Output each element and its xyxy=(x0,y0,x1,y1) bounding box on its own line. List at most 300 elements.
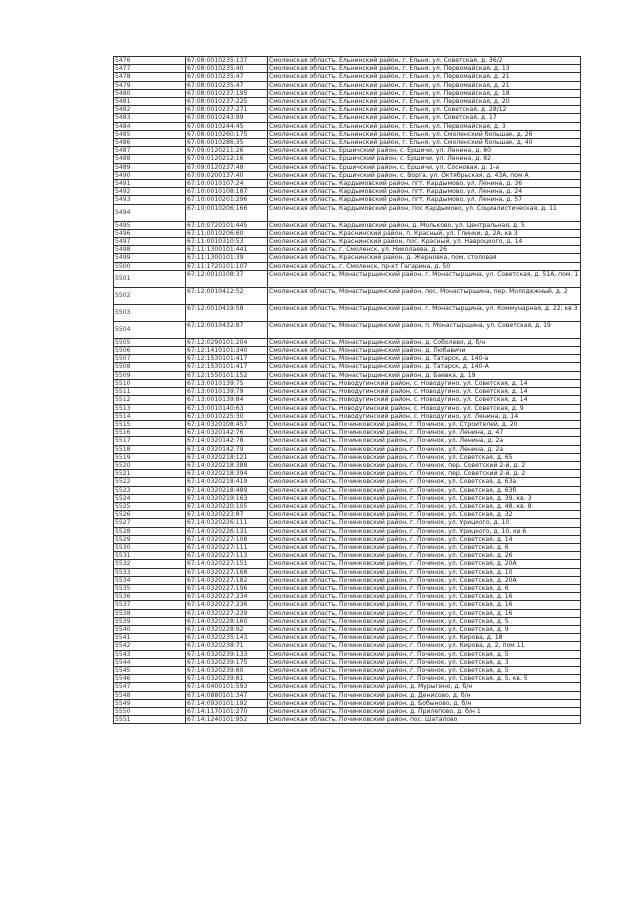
row-number-cell: 5512 xyxy=(114,396,186,404)
address-cell: Смоленская область, Починковский район, г. Починок, ул. Советская, д. 6 xyxy=(268,584,581,592)
cadastral-number-cell: 67:12:1530101:417 xyxy=(186,363,268,371)
table-row xyxy=(114,617,581,625)
table-row xyxy=(114,371,581,379)
row-number-cell: 5531 xyxy=(114,552,186,560)
table-row xyxy=(114,98,581,106)
address-cell: Смоленская область, Починковский район, г. Починок, ул. Кирова, д. 18 xyxy=(268,634,581,642)
address-cell: Смоленская область, Починковский район, г. Починок, ул. Советская, д. 9 xyxy=(268,625,581,633)
address-cell: Смоленская область, Новодугинский район, с. Новодугино, ул. Советская, д. 9 xyxy=(268,404,581,412)
cadastral-number-cell: 67:11:1300101:441 xyxy=(186,246,268,254)
row-number-cell: 5529 xyxy=(114,535,186,543)
table-row xyxy=(114,73,581,81)
cadastral-number-cell: 67:14:0320142:79 xyxy=(186,445,268,453)
table-row xyxy=(114,287,581,304)
address-cell: Смоленская область, Починковский район, г. Починок, ул. Советская, д. 16 xyxy=(268,593,581,601)
cadastral-number-cell: 67:08:0010237:271 xyxy=(186,106,268,114)
row-number-cell: 5477 xyxy=(114,65,186,73)
address-cell: Смоленская область, Ельнинский район, г. Ельня, ул. Смоленский большак, д. 26 xyxy=(268,130,581,138)
address-cell: Смоленская область, Починковский район, г. Починок, пер. Советский 2-й, д. 2 xyxy=(268,461,581,469)
row-number-cell: 5490 xyxy=(114,171,186,179)
row-number-cell: 5491 xyxy=(114,180,186,188)
address-cell: Смоленская область, Починковский район, г. Починок, ул. Советская, д. 5, кв. 5 xyxy=(268,675,581,683)
table-row xyxy=(114,642,581,650)
table-row xyxy=(114,363,581,371)
address-cell: Смоленская область, Монастырщинский район, г. Монастырщина, ул. Советская, д. 51А, пом. 1 xyxy=(268,270,581,287)
registry-rows xyxy=(114,57,581,724)
address-cell: Смоленская область, Починковский район, г. Починок, ул. Ленина, д. 2а xyxy=(268,437,581,445)
address-cell: Смоленская область, Новодугинский район, с. Новодугино, ул. Советская, д. 14 xyxy=(268,379,581,387)
cadastral-number-cell: 67:14:0320227:239 xyxy=(186,609,268,617)
address-cell: Смоленская область, Ельнинский район, г. Ельня, ул. Первомайская, д. 21 xyxy=(268,73,581,81)
registry-table xyxy=(113,56,581,724)
cadastral-number-cell: 67:14:0320226:131 xyxy=(186,527,268,535)
table-row xyxy=(114,57,581,65)
cadastral-number-cell: 67:14:1170101:270 xyxy=(186,708,268,716)
table-row xyxy=(114,238,581,246)
row-number-cell: 5500 xyxy=(114,262,186,270)
address-cell: Смоленская область, Починковский район, г. Починок, ул. Советская, д. 63б xyxy=(268,486,581,494)
table-row xyxy=(114,478,581,486)
address-cell: Смоленская область, Ершичский район, с. Ворга, ул. Октябрьская, д. 43А, пом А xyxy=(268,171,581,179)
address-cell: Смоленская область, Починковский район, г. Починок, ул. Советская, д. 63а xyxy=(268,478,581,486)
address-cell: Смоленская область, Починковский район, г. Починок, ул. Советская, д. 65 xyxy=(268,453,581,461)
address-cell: Смоленская область, Починковский район, г. Починок, ул. Советская, д. 5 xyxy=(268,650,581,658)
address-cell: Смоленская область, Починковский район, г. Починок, ул. Советская, д. 14 xyxy=(268,535,581,543)
row-number-cell: 5526 xyxy=(114,511,186,519)
table-row xyxy=(114,270,581,287)
address-cell: Смоленская область, Ельнинский район, г. Ельня, ул. Первомайская, д. 20 xyxy=(268,98,581,106)
table-row xyxy=(114,106,581,114)
row-number-cell: 5496 xyxy=(114,229,186,237)
row-number-cell: 5544 xyxy=(114,658,186,666)
row-number-cell: 5539 xyxy=(114,617,186,625)
address-cell: Смоленская область, Починковский район, г. Починок, ул. Кирова, д. 2, пом 11 xyxy=(268,642,581,650)
cadastral-number-cell: 67:14:0320227:108 xyxy=(186,535,268,543)
row-number-cell: 5536 xyxy=(114,593,186,601)
row-number-cell: 5521 xyxy=(114,470,186,478)
address-cell: Смоленская область, Починковский район, г. Починок, ул. Советская, д. 6 xyxy=(268,543,581,551)
table-row xyxy=(114,246,581,254)
cadastral-number-cell: 67:08:0010235:40 xyxy=(186,65,268,73)
table-row xyxy=(114,304,581,321)
row-number-cell: 5509 xyxy=(114,371,186,379)
cadastral-number-cell: 67:14:0320239:133 xyxy=(186,650,268,658)
table-row xyxy=(114,321,581,338)
table-row xyxy=(114,404,581,412)
cadastral-number-cell: 67:14:0320227:168 xyxy=(186,568,268,576)
row-number-cell: 5495 xyxy=(114,221,186,229)
cadastral-number-cell: 67:11:0010206:60 xyxy=(186,229,268,237)
table-row xyxy=(114,420,581,428)
address-cell: Смоленская область, Ершичский район, с. Ершичи, ул. Сосновая, д. 1-а xyxy=(268,163,581,171)
cadastral-number-cell: 67:14:0320227:236 xyxy=(186,601,268,609)
table-row xyxy=(114,658,581,666)
table-row xyxy=(114,511,581,519)
address-cell: Смоленская область, Ельнинский район, г. Ельня, ул. Смоленский большак, д. 40 xyxy=(268,139,581,147)
address-cell: Смоленская область, Ельнинский район, г. Ельня, ул. Первомайская, д. 21 xyxy=(268,81,581,89)
table-row xyxy=(114,388,581,396)
address-cell: Смоленская область, Починковский район, г. Починок, ул. Советская, д. 3 xyxy=(268,658,581,666)
cadastral-number-cell: 67:14:0320218:419 xyxy=(186,478,268,486)
table-row xyxy=(114,196,581,204)
address-cell: Смоленская область, Монастырщинский район, д. Баевка, д. 19 xyxy=(268,371,581,379)
table-row xyxy=(114,355,581,363)
row-number-cell: 5519 xyxy=(114,453,186,461)
address-cell: Смоленская область, г. Смоленск, пр-кт Гагарина, д. 50 xyxy=(268,262,581,270)
table-row xyxy=(114,229,581,237)
row-number-cell: 5524 xyxy=(114,494,186,502)
table-row xyxy=(114,683,581,691)
cadastral-number-cell: 67:14:0320142:76 xyxy=(186,429,268,437)
row-number-cell: 5549 xyxy=(114,699,186,707)
row-number-cell: 5510 xyxy=(114,379,186,387)
row-number-cell: 5551 xyxy=(114,716,186,724)
table-row xyxy=(114,552,581,560)
cadastral-number-cell: 67:11:1300101:39 xyxy=(186,254,268,262)
cadastral-number-cell: 67:11:0010310:53 xyxy=(186,238,268,246)
table-row xyxy=(114,188,581,196)
table-row xyxy=(114,338,581,346)
address-cell: Смоленская область, Починковский район, д. Мурыгино, д. б/н xyxy=(268,683,581,691)
table-row xyxy=(114,461,581,469)
row-number-cell: 5486 xyxy=(114,139,186,147)
row-number-cell: 5538 xyxy=(114,609,186,617)
row-number-cell: 5523 xyxy=(114,486,186,494)
table-row xyxy=(114,568,581,576)
cadastral-number-cell: 67:14:0320219:163 xyxy=(186,494,268,502)
cadastral-number-cell: 67:08:0010235:47 xyxy=(186,81,268,89)
cadastral-number-cell: 67:14:0320227:182 xyxy=(186,576,268,584)
cadastral-number-cell: 67:14:0320218:489 xyxy=(186,486,268,494)
address-cell: Смоленская область, Ельнинский район, г. Ельня, ул. Советская, д. 17 xyxy=(268,114,581,122)
table-row xyxy=(114,81,581,89)
row-number-cell: 5478 xyxy=(114,73,186,81)
row-number-cell: 5534 xyxy=(114,576,186,584)
address-cell: Смоленская область, Ельнинский район, г. Ельня, ул. Советская, д. 28/12 xyxy=(268,106,581,114)
cadastral-number-cell: 67:13:0010225:30 xyxy=(186,412,268,420)
cadastral-number-cell: 67:12:0010412:52 xyxy=(186,287,268,304)
row-number-cell: 5489 xyxy=(114,163,186,171)
table-row xyxy=(114,535,581,543)
row-number-cell: 5535 xyxy=(114,584,186,592)
table-row xyxy=(114,716,581,724)
address-cell: Смоленская область, Починковский район, пос. Шаталово xyxy=(268,716,581,724)
cadastral-number-cell: 67:13:0010139:84 xyxy=(186,396,268,404)
table-row xyxy=(114,130,581,138)
row-number-cell: 5480 xyxy=(114,89,186,97)
address-cell: Смоленская область, Ершичский район, с. Ершичи, ул. Ленина, д. 80 xyxy=(268,147,581,155)
row-number-cell: 5494 xyxy=(114,204,186,221)
address-cell: Смоленская область, Починковский район, г. Починок, ул. Советская, д. 20А xyxy=(268,576,581,584)
row-number-cell: 5520 xyxy=(114,461,186,469)
row-number-cell: 5530 xyxy=(114,543,186,551)
cadastral-number-cell: 67:14:0930101:192 xyxy=(186,699,268,707)
cadastral-number-cell: 67:14:0320227:113 xyxy=(186,552,268,560)
table-row xyxy=(114,254,581,262)
address-cell: Смоленская область, Монастырщинский район, г. Монастырщина, ул. Коммунарная, д. 22, кв 3 xyxy=(268,304,581,321)
cadastral-number-cell: 67:08:0010243:99 xyxy=(186,114,268,122)
cadastral-number-cell: 67:12:1410101:340 xyxy=(186,347,268,355)
cadastral-number-cell: 67:14:0320228:92 xyxy=(186,625,268,633)
cadastral-number-cell: 67:14:1240101:952 xyxy=(186,716,268,724)
table-row xyxy=(114,204,581,221)
address-cell: Смоленская область, Новодугинский район, с. Новодугино, ул. Советская, д. 14 xyxy=(268,396,581,404)
cadastral-number-cell: 67:10:0010108:187 xyxy=(186,188,268,196)
table-row xyxy=(114,396,581,404)
address-cell: Смоленская область, Починковский район, г. Починок, ул. Советская, д. 39, кв. 3 xyxy=(268,494,581,502)
table-row xyxy=(114,527,581,535)
registry-sheet xyxy=(113,56,580,724)
cadastral-number-cell: 67:14:0320239:81 xyxy=(186,675,268,683)
row-number-cell: 5503 xyxy=(114,304,186,321)
table-row xyxy=(114,634,581,642)
address-cell: Смоленская область, Починковский район, г. Починок, ул. Советская, д. 5 xyxy=(268,617,581,625)
row-number-cell: 5514 xyxy=(114,412,186,420)
address-cell: Смоленская область, Кардымовский район, д. Мольково, ул. Центральная, д. 5 xyxy=(268,221,581,229)
row-number-cell: 5483 xyxy=(114,114,186,122)
row-number-cell: 5482 xyxy=(114,106,186,114)
row-number-cell: 5506 xyxy=(114,347,186,355)
cadastral-number-cell: 67:14:0320218:121 xyxy=(186,453,268,461)
table-row xyxy=(114,379,581,387)
address-cell: Смоленская область, Починковский район, г. Починок, ул. Советская, д. 16 xyxy=(268,601,581,609)
cadastral-number-cell: 67:14:0320235:143 xyxy=(186,634,268,642)
address-cell: Смоленская область, Починковский район, г. Починок, ул. Советская, д. 5 xyxy=(268,667,581,675)
address-cell: Смоленская область, Починковский район, д. Денисово, д. б/н xyxy=(268,691,581,699)
table-row xyxy=(114,429,581,437)
row-number-cell: 5488 xyxy=(114,155,186,163)
address-cell: Смоленская область, Починковский район, г. Починок, ул. Советская, д. 20А xyxy=(268,560,581,568)
cadastral-number-cell: 67:14:0320227:151 xyxy=(186,560,268,568)
table-row xyxy=(114,699,581,707)
table-row xyxy=(114,650,581,658)
cadastral-number-cell: 67:14:0320223:87 xyxy=(186,511,268,519)
row-number-cell: 5504 xyxy=(114,321,186,338)
cadastral-number-cell: 67:14:0320218:388 xyxy=(186,461,268,469)
table-row xyxy=(114,625,581,633)
table-row xyxy=(114,691,581,699)
table-row xyxy=(114,445,581,453)
cadastral-number-cell: 67:14:0320227:111 xyxy=(186,543,268,551)
cadastral-number-cell: 67:14:0320108:457 xyxy=(186,420,268,428)
row-number-cell: 5545 xyxy=(114,667,186,675)
cadastral-number-cell: 67:13:0010139:75 xyxy=(186,379,268,387)
table-row xyxy=(114,601,581,609)
row-number-cell: 5505 xyxy=(114,338,186,346)
address-cell: Смоленская область, Ельнинский район, г. Ельня, ул. Советская, д. 36/2 xyxy=(268,57,581,65)
cadastral-number-cell: 67:14:0320238:71 xyxy=(186,642,268,650)
cadastral-number-cell: 67:10:0010201:296 xyxy=(186,196,268,204)
row-number-cell: 5515 xyxy=(114,420,186,428)
address-cell: Смоленская область, Кардымовский район, пгт. Кардымово, ул. Ленина, д. 24 xyxy=(268,188,581,196)
row-number-cell: 5493 xyxy=(114,196,186,204)
table-row xyxy=(114,519,581,527)
row-number-cell: 5518 xyxy=(114,445,186,453)
address-cell: Смоленская область, Краснинский район, пос. Красный, ул. Навроцкого, д. 14 xyxy=(268,238,581,246)
table-row xyxy=(114,163,581,171)
cadastral-number-cell: 67:08:0010237:225 xyxy=(186,98,268,106)
cadastral-number-cell: 67:10:0010206:166 xyxy=(186,204,268,221)
cadastral-number-cell: 67:08:0010235:137 xyxy=(186,57,268,65)
cadastral-number-cell: 67:14:0320227:234 xyxy=(186,593,268,601)
cadastral-number-cell: 67:10:0010107:24 xyxy=(186,180,268,188)
row-number-cell: 5516 xyxy=(114,429,186,437)
address-cell: Смоленская область, Монастырщинский район, п. Монастырщина, ул. Советская, д. 19 xyxy=(268,321,581,338)
row-number-cell: 5522 xyxy=(114,478,186,486)
cadastral-number-cell: 67:14:0320226:111 xyxy=(186,519,268,527)
row-number-cell: 5532 xyxy=(114,560,186,568)
address-cell: Смоленская область, Починковский район, г. Починок, ул. Ленина, д. 2а xyxy=(268,445,581,453)
address-cell: Смоленская область, Монастырщинский район, д. Татарск, д. 140-А xyxy=(268,363,581,371)
row-number-cell: 5525 xyxy=(114,502,186,510)
address-cell: Смоленская область, Новодугинский район, с. Новодугино, ул. Ленина, д. 14 xyxy=(268,412,581,420)
row-number-cell: 5481 xyxy=(114,98,186,106)
cadastral-number-cell: 67:14:0320218:394 xyxy=(186,470,268,478)
address-cell: Смоленская область, Починковский район, г. Починок, ул. Урицкого, д. 10 xyxy=(268,519,581,527)
cadastral-number-cell: 67:12:1550101:152 xyxy=(186,371,268,379)
cadastral-number-cell: 67:14:0320228:160 xyxy=(186,617,268,625)
table-row xyxy=(114,180,581,188)
cadastral-number-cell: 67:14:0880101:347 xyxy=(186,691,268,699)
row-number-cell: 5484 xyxy=(114,122,186,130)
address-cell: Смоленская область, Починковский район, г. Починок, ул. Советская, д. 16 xyxy=(268,609,581,617)
address-cell: Смоленская область, Починковский район, г. Починок, ул. Советская, д. 48, кв. 8 xyxy=(268,502,581,510)
row-number-cell: 5548 xyxy=(114,691,186,699)
row-number-cell: 5542 xyxy=(114,642,186,650)
row-number-cell: 5507 xyxy=(114,355,186,363)
row-number-cell: 5487 xyxy=(114,147,186,155)
table-row xyxy=(114,609,581,617)
row-number-cell: 5497 xyxy=(114,238,186,246)
table-row xyxy=(114,155,581,163)
table-row xyxy=(114,347,581,355)
row-number-cell: 5540 xyxy=(114,625,186,633)
address-cell: Смоленская область, Починковский район, г. Починок, ул. Советская, д. 26 xyxy=(268,552,581,560)
cadastral-number-cell: 67:13:0010139:79 xyxy=(186,388,268,396)
row-number-cell: 5492 xyxy=(114,188,186,196)
cadastral-number-cell: 67:09:0120211:26 xyxy=(186,147,268,155)
address-cell: Смоленская область, г. Смоленск, ул. Николаева, д. 26 xyxy=(268,246,581,254)
row-number-cell: 5479 xyxy=(114,81,186,89)
table-row xyxy=(114,139,581,147)
table-row xyxy=(114,171,581,179)
address-cell: Смоленская область, Починковский район, г. Починок, ул. Советская, д. 10 xyxy=(268,568,581,576)
row-number-cell: 5541 xyxy=(114,634,186,642)
table-row xyxy=(114,114,581,122)
table-row xyxy=(114,486,581,494)
table-row xyxy=(114,453,581,461)
cadastral-number-cell: 67:08:0010235:47 xyxy=(186,73,268,81)
table-row xyxy=(114,584,581,592)
row-number-cell: 5527 xyxy=(114,519,186,527)
table-row xyxy=(114,412,581,420)
table-row xyxy=(114,262,581,270)
table-row xyxy=(114,502,581,510)
row-number-cell: 5508 xyxy=(114,363,186,371)
table-row xyxy=(114,675,581,683)
cadastral-number-cell: 67:08:0010286:35 xyxy=(186,139,268,147)
cadastral-number-cell: 67:12:0010108:37 xyxy=(186,270,268,287)
table-row xyxy=(114,593,581,601)
cadastral-number-cell: 67:12:0290101:204 xyxy=(186,338,268,346)
table-row xyxy=(114,543,581,551)
row-number-cell: 5546 xyxy=(114,675,186,683)
table-row xyxy=(114,494,581,502)
address-cell: Смоленская область, Починковский район, г. Починок, ул. Ленина, д. 47 xyxy=(268,429,581,437)
cadastral-number-cell: 67:14:0320142:78 xyxy=(186,437,268,445)
address-cell: Смоленская область, Кардымовский район, пос Кардымово, ул. Социалистическая, д. 11 xyxy=(268,204,581,221)
row-number-cell: 5533 xyxy=(114,568,186,576)
address-cell: Смоленская область, Ельнинский район, г. Ельня, ул. Первомайская, д. 13 xyxy=(268,65,581,73)
cadastral-number-cell: 67:08:0010244:45 xyxy=(186,122,268,130)
row-number-cell: 5547 xyxy=(114,683,186,691)
row-number-cell: 5502 xyxy=(114,287,186,304)
row-number-cell: 5476 xyxy=(114,57,186,65)
cadastral-number-cell: 67:12:0010419:58 xyxy=(186,304,268,321)
address-cell: Смоленская область, Починковский район, г. Починок, ул. Строителей, д. 20 xyxy=(268,420,581,428)
row-number-cell: 5550 xyxy=(114,708,186,716)
row-number-cell: 5537 xyxy=(114,601,186,609)
row-number-cell: 5501 xyxy=(114,270,186,287)
address-cell: Смоленская область, Монастырщинский район, пос. Монастырщина, пер. Молодежный, д. 2 xyxy=(268,287,581,304)
address-cell: Смоленская область, Починковский район, д. Бобыново, д. б/н xyxy=(268,699,581,707)
table-row xyxy=(114,560,581,568)
address-cell: Смоленская область, Ельнинский район, г. Ельня, ул. Первомайская, д. 3 xyxy=(268,122,581,130)
cadastral-number-cell: 67:12:0010432:87 xyxy=(186,321,268,338)
address-cell: Смоленская область, Починковский район, г. Починок, пер. Советский 2-й, д. 2 xyxy=(268,470,581,478)
cadastral-number-cell: 67:14:0320239:175 xyxy=(186,658,268,666)
table-row xyxy=(114,221,581,229)
address-cell: Смоленская область, Кардымовский район, пгт. Кардымово, ул. Ленина, д. 36 xyxy=(268,180,581,188)
cadastral-number-cell: 67:08:0010237:195 xyxy=(186,89,268,97)
cadastral-number-cell: 67:13:0010140:63 xyxy=(186,404,268,412)
cadastral-number-cell: 67:09:0120212:16 xyxy=(186,155,268,163)
address-cell: Смоленская область, Починковский район, д. Прилепово, д. б/н 1 xyxy=(268,708,581,716)
table-row xyxy=(114,576,581,584)
row-number-cell: 5517 xyxy=(114,437,186,445)
address-cell: Смоленская область, Починковский район, г. Починок, ул. Урицкого, д. 10, кв 6 xyxy=(268,527,581,535)
cadastral-number-cell: 67:09:0200137:40 xyxy=(186,171,268,179)
cadastral-number-cell: 67:14:0320239:80 xyxy=(186,667,268,675)
address-cell: Смоленская область, Новодугинский район, с. Новодугино, ул. Советская, д. 14 xyxy=(268,388,581,396)
address-cell: Смоленская область, Починковский район, г. Починок, ул. Советская, д. 32 xyxy=(268,511,581,519)
address-cell: Смоленская область, Ельнинский район, г. Ельня, ул. Первомайская, д. 18 xyxy=(268,89,581,97)
cadastral-number-cell: 67:10:0720101:445 xyxy=(186,221,268,229)
table-row xyxy=(114,89,581,97)
table-row xyxy=(114,122,581,130)
address-cell: Смоленская область, Краснинский район, д. Жерновка, пом. столовая xyxy=(268,254,581,262)
table-row xyxy=(114,708,581,716)
table-row xyxy=(114,147,581,155)
cadastral-number-cell: 67:14:0320220:105 xyxy=(186,502,268,510)
address-cell: Смоленская область, Монастырщинский район, д. Соболево, д. б/н xyxy=(268,338,581,346)
row-number-cell: 5485 xyxy=(114,130,186,138)
address-cell: Смоленская область, Монастырщинский район, д. Татарск, д. 140-а xyxy=(268,355,581,363)
table-row xyxy=(114,437,581,445)
table-row xyxy=(114,667,581,675)
row-number-cell: 5499 xyxy=(114,254,186,262)
address-cell: Смоленская область, Монастырщинский район, д. Любавичи xyxy=(268,347,581,355)
cadastral-number-cell: 67:14:0320227:196 xyxy=(186,584,268,592)
address-cell: Смоленская область, Кардымовский район, пгт. Кардымово, ул. Ленина, д. 57 xyxy=(268,196,581,204)
cadastral-number-cell: 67:08:0010260:175 xyxy=(186,130,268,138)
row-number-cell: 5511 xyxy=(114,388,186,396)
row-number-cell: 5528 xyxy=(114,527,186,535)
cadastral-number-cell: 67:14:0400101:593 xyxy=(186,683,268,691)
table-row xyxy=(114,470,581,478)
row-number-cell: 5513 xyxy=(114,404,186,412)
cadastral-number-cell: 67:12:1530101:417 xyxy=(186,355,268,363)
